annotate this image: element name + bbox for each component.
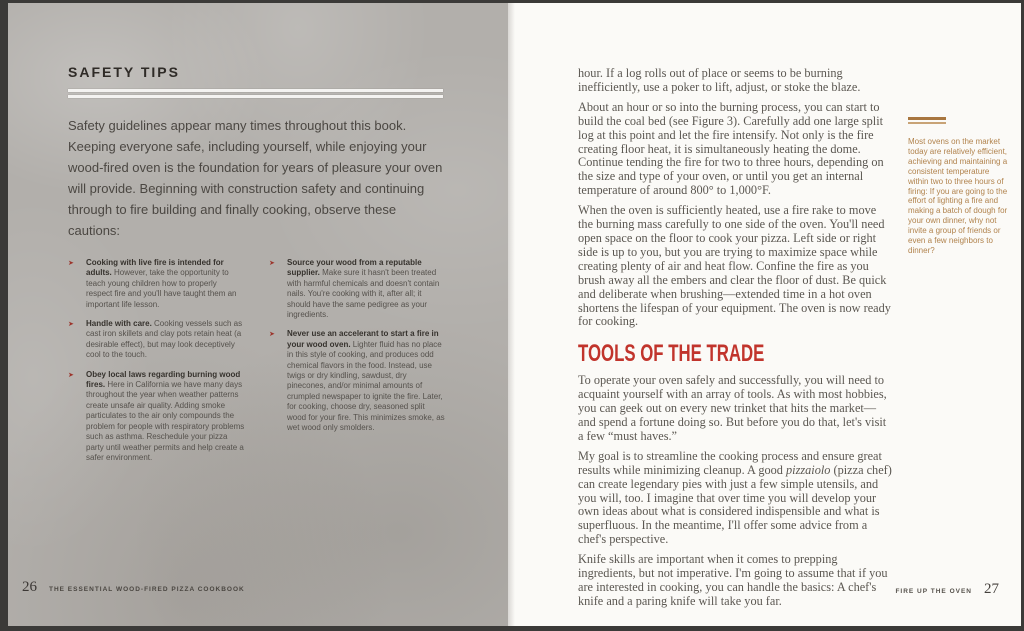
italic-term: pizzaiolo bbox=[786, 462, 831, 477]
right-page-text-column bbox=[578, 67, 892, 615]
bullet-text bbox=[86, 319, 245, 361]
safety-tips-heading: SAFETY TIPS bbox=[68, 64, 180, 80]
body-paragraph: About an hour or so into the burning process, you can start to build the coal bed (see Figure 3). Carefully add one large split log at this point and let the fire intensify. Not only is the fire creating floor heat, it is simultaneously heating the dome. Continue tending the fire for two to three hours, depending on the size and type of your oven, or until you get an internal temperature of around 800° to 1,000°F. bbox=[578, 99, 884, 198]
bullet-lead: Obey local laws regarding burning wood fires. bbox=[86, 369, 241, 390]
bullet-text bbox=[287, 329, 446, 433]
margin-note-text: Most ovens on the market today are relatively efficient, achieving and maintaining a consistent temperature within two to three hours of firing: If you are going to the effort of lighting a fire and making a batch of dough for your own dinner, why not invite a group of friends or even a few neighbors to dinner? bbox=[908, 137, 1008, 255]
section-heading-text: TOOLS OF THE TRADE bbox=[578, 340, 765, 368]
margin-note bbox=[908, 117, 1008, 256]
section-heading bbox=[578, 342, 892, 366]
bullet-text bbox=[287, 258, 446, 320]
safety-intro-paragraph: Safety guidelines appear many times throughout this book. Keeping everyone safe, including yourself, while enjoying your wood-fired oven is the foundation for years of pleasure your oven will provide. Beginning with construction safety and continuing through to fire building and finally cooking, observe these cautions: bbox=[68, 118, 443, 238]
bullet-body: However, take the opportunity to teach young children how to properly respect fire and you'll have taught them an important life lesson. bbox=[86, 268, 237, 309]
left-page-footer bbox=[22, 579, 245, 596]
heading-double-rule bbox=[68, 89, 443, 98]
safety-bullet-lists bbox=[68, 258, 446, 472]
list-item bbox=[68, 370, 245, 464]
bullet-lead: Handle with care. bbox=[86, 319, 152, 329]
bullet-column-2 bbox=[269, 258, 446, 472]
paragraph-segment: My goal is to streamline the cooking process and ensure great results while minimizing cleanup. A good bbox=[578, 448, 882, 477]
arrow-bullet-icon: ➤ bbox=[68, 260, 74, 267]
left-page-content bbox=[68, 64, 446, 472]
arrow-bullet-icon: ➤ bbox=[68, 371, 74, 379]
right-page bbox=[508, 3, 1021, 626]
page-number: 26 bbox=[22, 579, 37, 595]
bullet-body: Cooking vessels such as cast iron skillets and clay pots retain heat (a desirable effect), but may look deceptively cool to the touch. bbox=[86, 319, 243, 360]
body-paragraph: When the oven is sufficiently heated, use a fire rake to move the burning mass carefully to one side of the oven. You'll need open space on the floor to cook your pizza. Left side or right side is up to you, but you are trying to maximize space while creating plenty of air and heat flow. Confine the fire as you brush away all the embers and clear the floor of dust. Be quick and deliberate when brushing—extended time in a hot oven shortens the lifespan of your equipment. The oven is now ready for cooking. bbox=[578, 203, 891, 329]
body-paragraph: To operate your oven safely and successfully, you will need to acquaint yourself with an array of tools. As with most hobbies, you can geek out on every new trinket that hits the market—and spend a fortune doing so. But before you do that, let's visit a few “must haves.” bbox=[578, 373, 887, 443]
bullet-text bbox=[86, 370, 245, 464]
bullet-body: Lighter fluid has no place in this style of cooking, and produces odd chemical flavors in the food. Instead, use twigs or dry kindling, sawdust, dry pinecones, and/or minimal amounts of crumpled newspaper to ignite the fire. Later, for cooking, choose dry, seasoned split wood for your fire. This minimizes smoke, as wet wood only smolders. bbox=[287, 339, 445, 433]
list-item bbox=[68, 319, 245, 361]
bullet-lead: Cooking with live fire is intended for adults. bbox=[86, 258, 224, 278]
bullet-lead: Source your wood from a reputable supplier. bbox=[287, 258, 422, 278]
chapter-running-head: FIRE UP THE OVEN bbox=[895, 588, 972, 595]
arrow-bullet-icon: ➤ bbox=[269, 260, 275, 267]
margin-note-rule bbox=[908, 117, 946, 124]
book-spread bbox=[8, 3, 1021, 626]
bullet-text bbox=[86, 258, 245, 310]
page-number: 27 bbox=[984, 581, 999, 597]
bullet-body: Make sure it hasn't been treated with harmful chemicals and doesn't contain nails. You're cooking with it, after all; it should have the same pedigree as your ingredients. bbox=[287, 268, 440, 320]
list-item bbox=[269, 258, 446, 320]
paragraph-segment: (pizza chef) can create legendary pies with just a few simple utensils, and you will, too. I imagine that over time you will develop your own ideas about what is considered indispensible and what is superfluous. In the meantime, I'll offer some advice from a chef's perspective. bbox=[578, 462, 892, 547]
list-item bbox=[68, 258, 245, 310]
arrow-bullet-icon: ➤ bbox=[269, 331, 275, 339]
bullet-body: Here in California we have many days throughout the year when weather patterns create unsafe air quality. Adding smoke particulates to the air only compounds the problem for people with respiratory problems such as asthma. Reschedule your pizza party until weather permits and help create a safer environment. bbox=[86, 380, 245, 462]
body-paragraph bbox=[578, 450, 892, 547]
rule-bar-bottom bbox=[908, 122, 946, 124]
bullet-column-1 bbox=[68, 258, 245, 472]
left-page bbox=[8, 3, 508, 626]
arrow-bullet-icon: ➤ bbox=[68, 321, 74, 329]
body-paragraph: Knife skills are important when it comes to prepping ingredients, but not imperative. I'm going to assume that if you are interested in cooking, you can handle the basics: A chef's knife and a paring knife will take you far. bbox=[578, 552, 888, 608]
right-page-footer bbox=[895, 581, 999, 598]
book-title-running-head: THE ESSENTIAL WOOD-FIRED PIZZA COOKBOOK bbox=[49, 586, 245, 593]
rule-bar-bottom bbox=[68, 95, 443, 98]
body-paragraph: hour. If a log rolls out of place or seems to be burning inefficiently, use a poker to lift, adjust, or stoke the blaze. bbox=[578, 66, 861, 94]
list-item bbox=[269, 329, 446, 433]
bullet-lead: Never use an accelerant to start a fire in your wood oven. bbox=[287, 329, 439, 349]
